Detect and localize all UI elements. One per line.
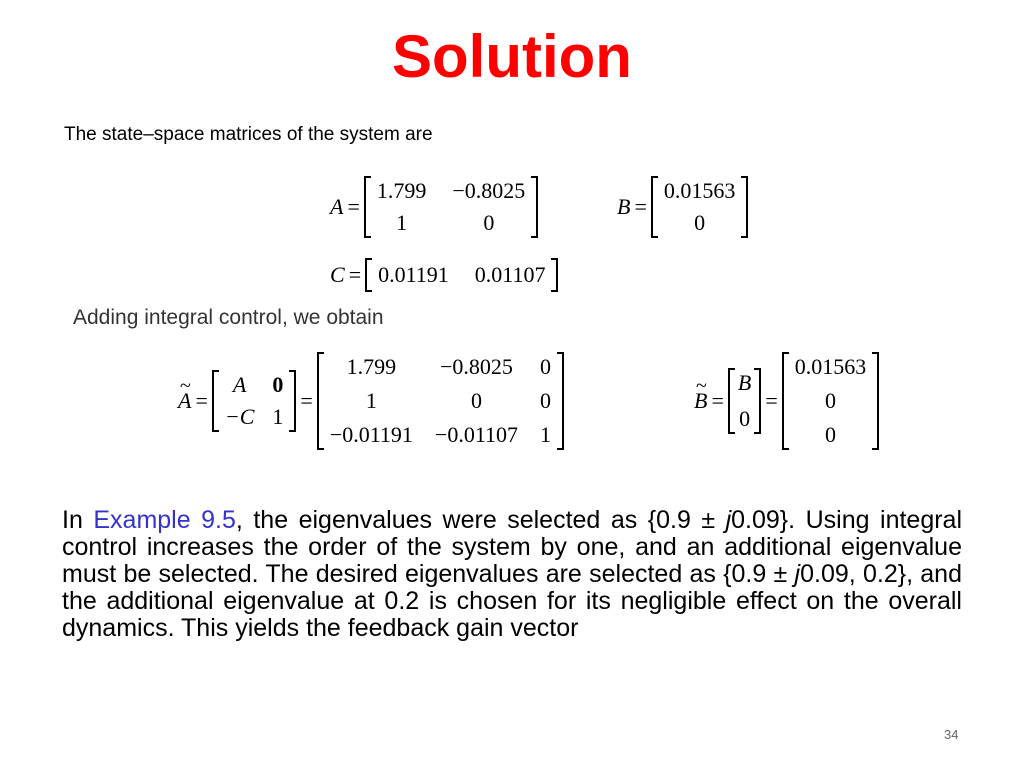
matrix-cell: −C (224, 404, 255, 429)
matrix-A-tilde-full (317, 352, 564, 450)
matrix-B-tilde-equation (694, 352, 879, 450)
matrix-cell: 0 (540, 388, 552, 413)
matrix-cell: 1 (272, 404, 284, 429)
equals-sign: = (711, 388, 724, 413)
matrix-cell: −0.01107 (434, 422, 519, 447)
matrix-A-equation (330, 176, 538, 238)
matrix-cell: 0 (540, 354, 552, 379)
equals-sign: = (195, 388, 208, 413)
matrix-cell: 0 (483, 210, 495, 235)
matrix-cell: 0 (825, 388, 836, 413)
matrix-cell: 0 (272, 372, 284, 397)
matrix-C (365, 258, 558, 292)
matrix-cell: 0 (694, 210, 706, 235)
matrix-B-tilde-label: ~ B (694, 390, 707, 412)
example-link[interactable]: Example 9.5 (93, 506, 236, 534)
matrix-B (651, 176, 749, 238)
equals-sign: = (634, 194, 647, 219)
matrix-A-tilde-equation (178, 352, 564, 450)
paragraph-text: 0.09}. Using integral control increases the order of the system by one, and an additional eigenvalue must be selected. The desired eigenvalues are selected as {0.9 ± (62, 506, 963, 588)
matrix-B-tilde-full (782, 352, 880, 450)
paragraph-text: In (62, 506, 94, 534)
imaginary-unit: j (794, 560, 801, 588)
explanation-paragraph (62, 507, 962, 642)
matrix-A-tilde-label: ~ A (178, 390, 191, 412)
matrix-cell: 1.799 (346, 354, 397, 379)
matrix-cell: 1 (396, 210, 408, 235)
matrix-A (364, 176, 538, 238)
matrix-cell: 0.01191 (378, 262, 449, 287)
matrix-C-label: C (330, 262, 345, 287)
matrix-C-equation (330, 258, 558, 292)
matrix-A-label: A (330, 194, 344, 219)
matrix-B-equation (617, 176, 748, 238)
matrix-cell: 0.01563 (794, 354, 867, 379)
matrix-cell: 0 (470, 388, 482, 413)
matrix-cell: 0 (739, 406, 751, 431)
matrix-A-tilde-block (212, 370, 297, 432)
matrix-B-label: B (617, 194, 631, 219)
matrix-cell: 1 (540, 422, 552, 447)
matrix-B-tilde-block (728, 368, 761, 434)
matrix-cell: 0 (825, 422, 836, 447)
equals-sign: = (347, 194, 360, 219)
matrix-cell: 1.799 (376, 178, 427, 203)
page-number: 34 (944, 727, 959, 742)
equals-sign: = (300, 388, 313, 413)
matrix-cell: 0.01563 (663, 178, 736, 203)
slide-title: Solution (392, 23, 632, 90)
matrix-cell: −0.8025 (440, 354, 513, 379)
equals-sign: = (348, 262, 362, 287)
equals-sign: = (765, 388, 778, 413)
matrix-cell: A (232, 372, 247, 397)
paragraph-text: , the eigenvalues were selected as {0.9 ± (235, 506, 726, 534)
paragraph-text: 0.09, 0.2}, and the additional eigenvalue at 0.2 is chosen for its negligible effect on the overall dynamics. This yields the feedback gain vector (62, 560, 962, 642)
matrix-cell: 1 (365, 388, 377, 413)
intro-text: The state–space matrices of the system are (64, 124, 433, 145)
imaginary-unit: j (725, 506, 732, 534)
adding-integral-text: Adding integral control, we obtain (73, 306, 384, 329)
matrix-cell: −0.01191 (329, 422, 413, 447)
matrix-cell: 0.01107 (474, 262, 546, 287)
matrix-cell: −0.8025 (452, 178, 526, 203)
matrix-cell: B (737, 370, 752, 395)
